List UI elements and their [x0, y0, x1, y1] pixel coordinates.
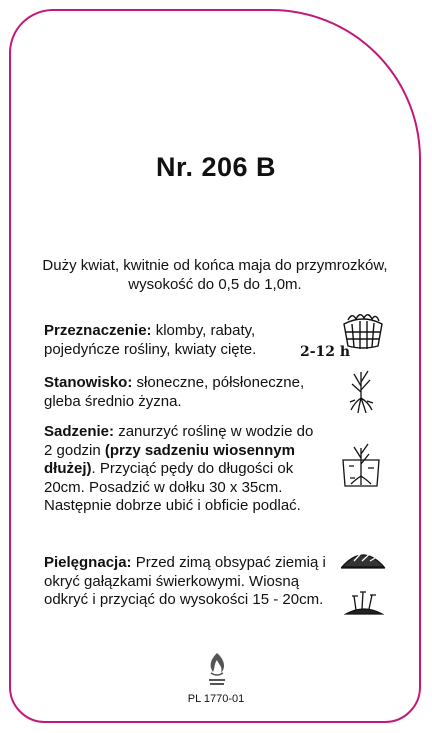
section-heading: Stanowisko:	[44, 374, 133, 391]
soak-time-label: 2-12 h	[300, 344, 351, 360]
brand-logo-icon	[205, 652, 229, 688]
section-heading: Przeznaczenie:	[44, 322, 152, 339]
section-text: zanurzyć roślinę w wodzie do 2 godzin	[44, 423, 314, 459]
section-position	[44, 374, 324, 411]
mound-icon	[340, 545, 386, 569]
section-text: Przed zimą obsypać ziemią i okryć gałązkami świerkowymi. Wiosną odkryć i przyciąć do wysokości 15 - 20cm.	[44, 554, 326, 608]
pruning-icon	[344, 590, 384, 616]
planting-icon	[340, 442, 382, 490]
section-text: klomby, rabaty, pojedyńcze rośliny, kwiaty cięte.	[44, 322, 257, 358]
page-title: Nr. 206 B	[155, 152, 277, 182]
section-text: słoneczne, półsłoneczne, gleba średnio żyzna.	[44, 374, 305, 410]
section-purpose	[44, 322, 324, 359]
bare-root-icon	[346, 368, 376, 414]
section-planting	[44, 423, 314, 516]
section-text: . Przyciąć pędy do długości ok 20cm. Posadzić w dołku 30 x 35cm. Następnie dobrze ubić i obficie podlać.	[44, 460, 301, 514]
section-bold-note: (przy sadzeniu wiosennym dłużej)	[44, 441, 295, 477]
section-heading: Sadzenie:	[44, 423, 115, 440]
description-text: Duży kwiat, kwitnie od końca maja do przymrozków, wysokość do 0,5 do 1,0m.	[42, 257, 388, 293]
section-heading: Pielęgnacja:	[44, 554, 132, 571]
section-care	[44, 554, 344, 610]
product-code: PL 1770-01	[187, 693, 245, 705]
